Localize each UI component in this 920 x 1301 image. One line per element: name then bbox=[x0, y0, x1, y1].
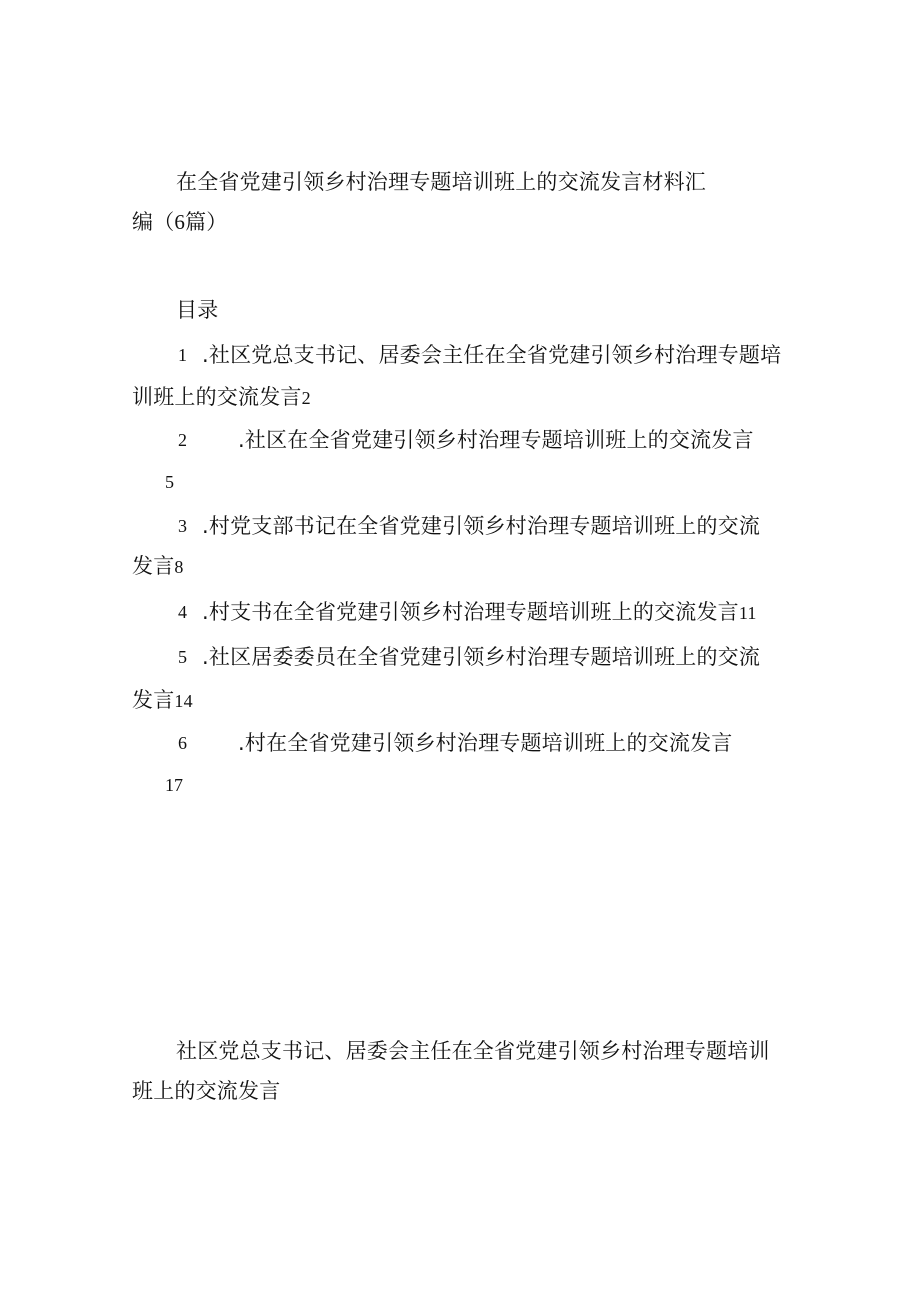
toc-entry-3-text-cont[interactable] bbox=[132, 552, 184, 581]
toc-entry-2-page: 5 bbox=[165, 472, 174, 492]
toc-entry-3-page: 8 bbox=[174, 557, 184, 577]
title-count: 6 bbox=[174, 210, 186, 234]
section-title-line-2: 班上的交流发言 bbox=[132, 1079, 281, 1103]
toc-entry-1-text[interactable]: .社区党总支书记、居委会主任在全省党建引领乡村治理专题培 bbox=[202, 343, 782, 367]
toc-entry-4-page: 11 bbox=[738, 603, 757, 623]
toc-entry-6-number: 6 bbox=[178, 733, 187, 753]
document-title-line-1: 在全省党建引领乡村治理专题培训班上的交流发言材料汇 bbox=[176, 170, 706, 194]
toc-entry-5-text-line2: 发言 bbox=[132, 688, 175, 712]
toc-entry-3-text-line2: 发言 bbox=[132, 554, 175, 578]
toc-entry-1-page: 2 bbox=[301, 388, 311, 408]
toc-entry-3-number: 3 bbox=[178, 516, 187, 536]
toc-entry-1-number: 1 bbox=[178, 345, 187, 365]
toc-entry-6-page: 17 bbox=[165, 775, 183, 795]
title-prefix: 编（ bbox=[132, 210, 175, 234]
section-title-line-1: 社区党总支书记、居委会主任在全省党建引领乡村治理专题培训 bbox=[176, 1039, 770, 1063]
toc-entry-4-text-line1: .村支书在全省党建引领乡村治理专题培训班上的交流发言 bbox=[202, 600, 739, 624]
toc-entry-2-number: 2 bbox=[178, 430, 187, 450]
title-suffix: 篇） bbox=[185, 210, 228, 234]
toc-heading: 目录 bbox=[176, 298, 219, 322]
toc-entry-1-text-line2: 训班上的交流发言 bbox=[132, 385, 302, 409]
toc-entry-6-text[interactable]: .村在全省党建引领乡村治理专题培训班上的交流发言 bbox=[238, 731, 733, 755]
toc-entry-5-page: 14 bbox=[174, 691, 193, 711]
toc-entry-5-text[interactable]: .社区居委委员在全省党建引领乡村治理专题培训班上的交流 bbox=[202, 645, 761, 669]
toc-entry-4-number: 4 bbox=[178, 602, 187, 622]
toc-entry-5-text-cont[interactable] bbox=[132, 686, 193, 715]
toc-entry-2-text[interactable]: .社区在全省党建引领乡村治理专题培训班上的交流发言 bbox=[238, 428, 754, 452]
toc-entry-1-text-cont[interactable] bbox=[132, 383, 311, 412]
toc-entry-4-text[interactable] bbox=[202, 598, 757, 627]
toc-entry-5-number: 5 bbox=[178, 647, 187, 667]
toc-entry-3-text[interactable]: .村党支部书记在全省党建引领乡村治理专题培训班上的交流 bbox=[202, 514, 761, 538]
document-title-line-2 bbox=[132, 208, 228, 236]
